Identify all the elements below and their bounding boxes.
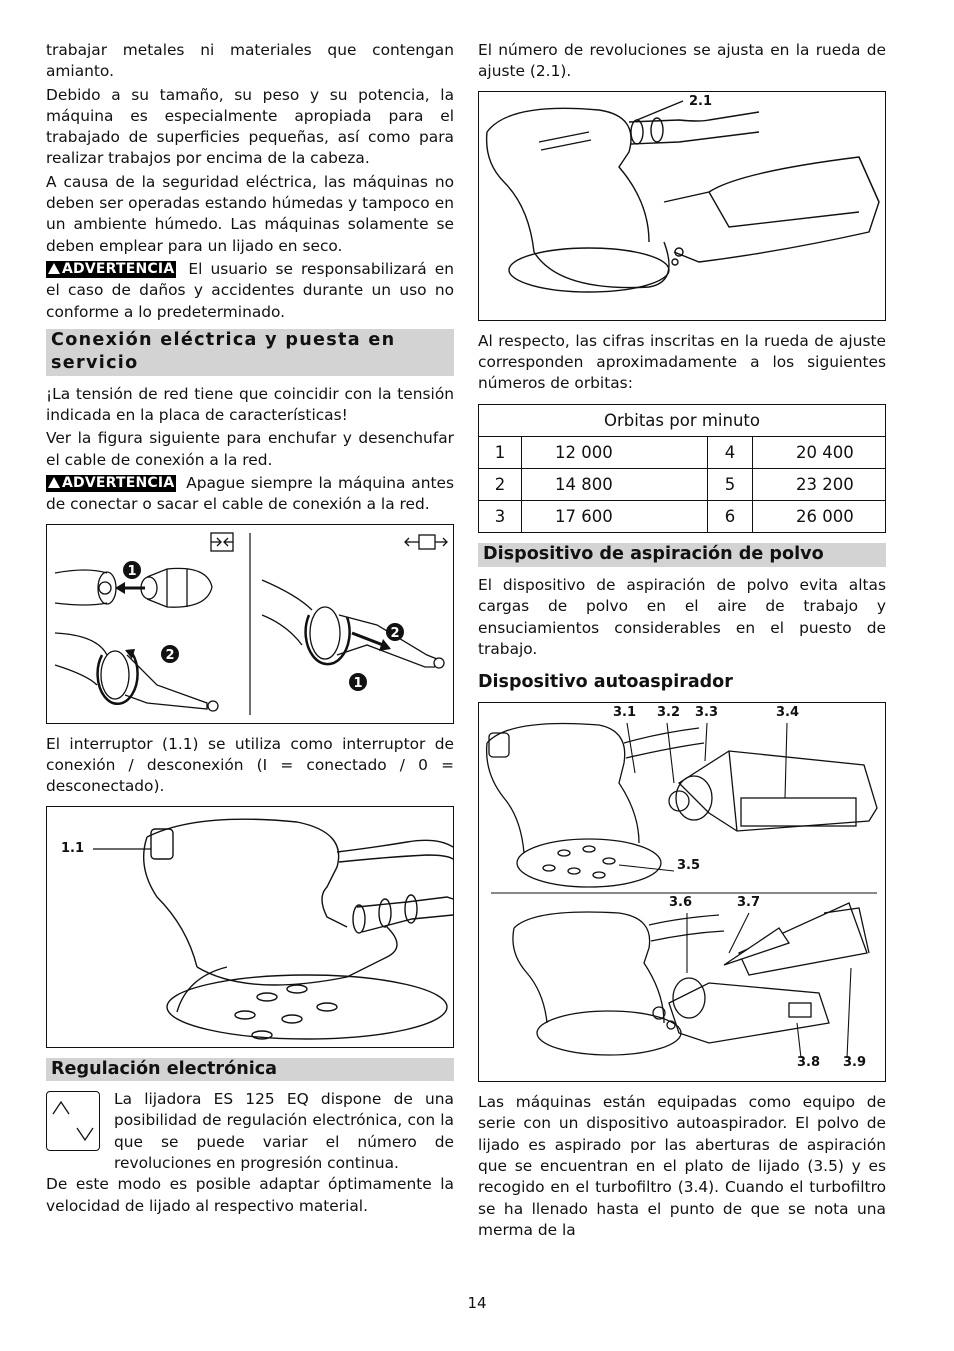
- sander-switch-illustration: [47, 807, 453, 1047]
- right-column: [478, 40, 886, 1243]
- orbits-table-header: Orbitas por minuto: [479, 405, 886, 437]
- callout-1-1: 1.1: [61, 840, 85, 856]
- paragraph-size-weight: Debido a su tamaño, su peso y su potencia, la máquina es especialmente apropiada para el trabajado de superficies pequeñas, así como para realizar trabajos por encima de la cabeza.: [46, 85, 454, 168]
- paragraph-regulation: La lijadora ES 125 EQ dispone de una posibilidad de regulación electrónica, con la que se puede variar el número de revoluciones en progresión continua.: [114, 1090, 454, 1172]
- heading-regulacion: Regulación electrónica: [46, 1058, 454, 1082]
- table-row: 2 14 800 5 23 200: [479, 469, 886, 501]
- table-row: 1 12 000 4 20 400: [479, 437, 886, 469]
- svg-text:2: 2: [390, 625, 400, 641]
- paragraph-asbestos: trabajar metales ni materiales que contengan amianto.: [46, 41, 454, 81]
- speed-regulation-icon: [46, 1091, 100, 1151]
- sander-wheel-illustration: [479, 92, 885, 320]
- figure-dust-extraction: [478, 702, 886, 1082]
- callout-3-9: 3.9: [843, 1055, 867, 1071]
- paragraph-speed-adapt: De este modo es posible adaptar óptimamente la velocidad de lijado al respectivo material.: [46, 1175, 454, 1215]
- step-1-number: 1: [127, 563, 137, 579]
- figure-speed-wheel: [478, 91, 886, 321]
- paragraph-wheel-figures: Al respecto, las cifras inscritas en la rueda de ajuste corresponden aproximadamente a los siguientes números de orbitas:: [478, 331, 886, 393]
- table-row: 3 17 600 6 26 000: [479, 501, 886, 533]
- svg-text:1: 1: [353, 675, 363, 691]
- left-column: [46, 40, 454, 1219]
- warning-triangle-icon: [48, 477, 60, 488]
- orbits-table: [478, 404, 886, 533]
- warning-paragraph-2: [46, 473, 454, 516]
- callout-3-2: 3.2: [657, 705, 681, 721]
- callout-3-8: 3.8: [797, 1055, 821, 1071]
- paragraph-speed-wheel: El número de revoluciones se ajusta en la rueda de ajuste (2.1).: [478, 41, 886, 81]
- warning-triangle-icon: [48, 263, 60, 274]
- disconnect-icon: [405, 535, 447, 549]
- paragraph-plug-figure: Ver la figura siguiente para enchufar y desenchufar el cable de conexión a la red.: [46, 429, 454, 469]
- callout-3-3: 3.3: [695, 705, 719, 721]
- page-number: 14: [467, 1294, 487, 1312]
- heading-aspiracion: Dispositivo de aspiración de polvo: [478, 543, 886, 567]
- paragraph-switch: El interruptor (1.1) se utiliza como interruptor de conexión / desconexión (I = conectado / 0 = desconectado).: [46, 734, 454, 796]
- warning-badge: ADVERTENCIA: [46, 261, 176, 278]
- paragraph-dust-extraction: El dispositivo de aspiración de polvo evita altas cargas de polvo en el aire de trabajo y ensuciamientos considerables en el puesto de trabajo.: [478, 575, 886, 658]
- paragraph-auto-extraction: Las máquinas están equipadas como equipo de serie con un dispositivo autoaspirador. El polvo de lijado es aspirado por las aberturas de aspiración que se encuentran en el plato de lijado (3.5) y es recogido en el turbofiltro (3.4). Cuando el turbofiltro se ha llenado hasta el punto de que se nota una merma de la: [478, 1093, 886, 1239]
- paragraph-voltage: ¡La tensión de red tiene que coincidir con la tensión indicada en la placa de características!: [46, 384, 454, 425]
- callout-3-6: 3.6: [669, 895, 693, 911]
- warning-text-1: El usuario se responsabilizará en el caso de daños y accidentes durante un uso no conforme a lo predeterminado.: [46, 259, 454, 321]
- warning-badge: ADVERTENCIA: [46, 475, 176, 492]
- dust-extraction-illustration: [479, 703, 885, 1081]
- step-2-number: 2: [165, 647, 175, 663]
- plug-connection-illustration: [47, 525, 453, 723]
- callout-3-7: 3.7: [737, 895, 761, 911]
- warning-text-2: Apague siempre la máquina antes de conectar o sacar el cable de conexión a la red.: [46, 474, 454, 514]
- subheading-autoaspirador: Dispositivo autoaspirador: [478, 672, 733, 693]
- callout-3-5: 3.5: [677, 858, 701, 874]
- warning-paragraph-1: [46, 259, 454, 323]
- heading-conexion: Conexión eléctrica y puesta en servicio: [46, 329, 454, 376]
- callout-3-4: 3.4: [776, 705, 800, 721]
- figure-plug-connection: [46, 524, 454, 724]
- figure-switch: [46, 806, 454, 1048]
- callout-3-1: 3.1: [613, 705, 637, 721]
- connect-icon: [211, 533, 233, 551]
- callout-2-1: 2.1: [689, 93, 713, 109]
- regulation-block: [46, 1089, 454, 1174]
- paragraph-electrical-safety: A causa de la seguridad eléctrica, las máquinas no deben ser operadas estando húmedas y tampoco en un ambiente húmedo. Las máquinas solamente se deben emplear para un lijado en seco.: [46, 172, 454, 255]
